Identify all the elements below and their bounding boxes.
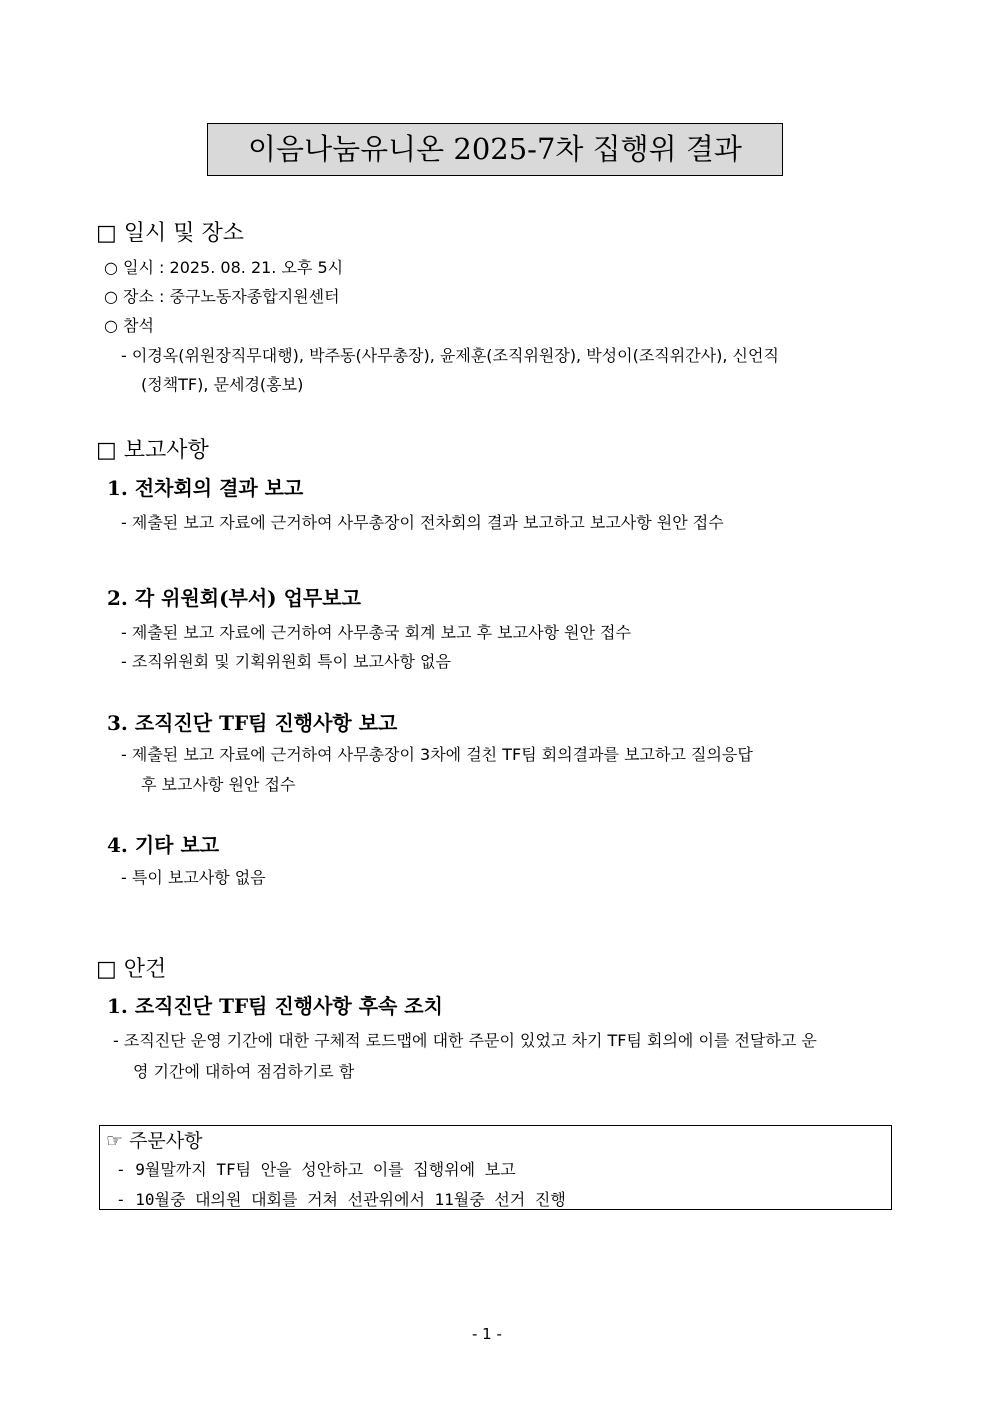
- report-item-line: 후 보고사항 원안 접수: [141, 775, 296, 794]
- attendees-line-2: (정책TF), 문세경(홍보): [141, 375, 304, 394]
- report-item-title: 3. 조직진단 TF팀 진행사항 보고: [107, 711, 398, 735]
- agenda-line-2: 영 기간에 대하여 점검하기로 함: [133, 1062, 355, 1081]
- order-note-line: - 9월말까지 TF팀 안을 성안하고 이를 집행위에 보고: [116, 1160, 516, 1179]
- report-item-line: - 제출된 보고 자료에 근거하여 사무총장이 전차회의 결과 보고하고 보고사항 원안 접수: [121, 513, 724, 532]
- report-item-line: - 제출된 보고 자료에 근거하여 사무총장이 3차에 걸친 TF팀 회의결과를 보고하고 질의응답: [121, 745, 753, 764]
- report-item-title: 2. 각 위원회(부서) 업무보고: [107, 586, 361, 610]
- report-item-title: 4. 기타 보고: [107, 833, 220, 857]
- report-item-line: - 제출된 보고 자료에 근거하여 사무총국 회계 보고 후 보고사항 원안 접수: [121, 623, 631, 642]
- section-heading-reports: □ 보고사항: [96, 438, 209, 463]
- report-item-title: 1. 전차회의 결과 보고: [107, 476, 304, 500]
- order-note-title: ☞ 주문사항: [106, 1130, 203, 1152]
- order-note-box: [99, 1125, 892, 1210]
- page-number: - 1 -: [472, 1325, 502, 1343]
- section-heading-datetime-place: □ 일시 및 장소: [96, 221, 245, 246]
- attend-line: ○ 참석: [104, 316, 154, 335]
- agenda-line-1: - 조직진단 운영 기간에 대한 구체적 로드맵에 대한 주문이 있었고 차기 TF팀 회의에 이를 전달하고 운: [113, 1031, 817, 1050]
- date-line: ○ 일시 : 2025. 08. 21. 오후 5시: [104, 258, 344, 277]
- report-item-line: - 조직위원회 및 기획위원회 특이 보고사항 없음: [121, 652, 451, 671]
- agenda-item-title: 1. 조직진단 TF팀 진행사항 후속 조치: [107, 994, 443, 1018]
- attendees-line-1: - 이경옥(위원장직무대행), 박주동(사무총장), 윤제훈(조직위원장), 박성이(조직위간사), 신언직: [121, 346, 779, 365]
- section-heading-agenda: □ 안건: [96, 957, 167, 982]
- order-note-line: - 10월중 대의원 대회를 거쳐 선관위에서 11월중 선거 진행: [116, 1190, 566, 1209]
- document-title: 이음나눔유니온 2025-7차 집행위 결과: [207, 123, 783, 176]
- report-item-line: - 특이 보고사항 없음: [121, 868, 266, 887]
- place-line: ○ 장소 : 중구노동자종합지원센터: [104, 287, 340, 306]
